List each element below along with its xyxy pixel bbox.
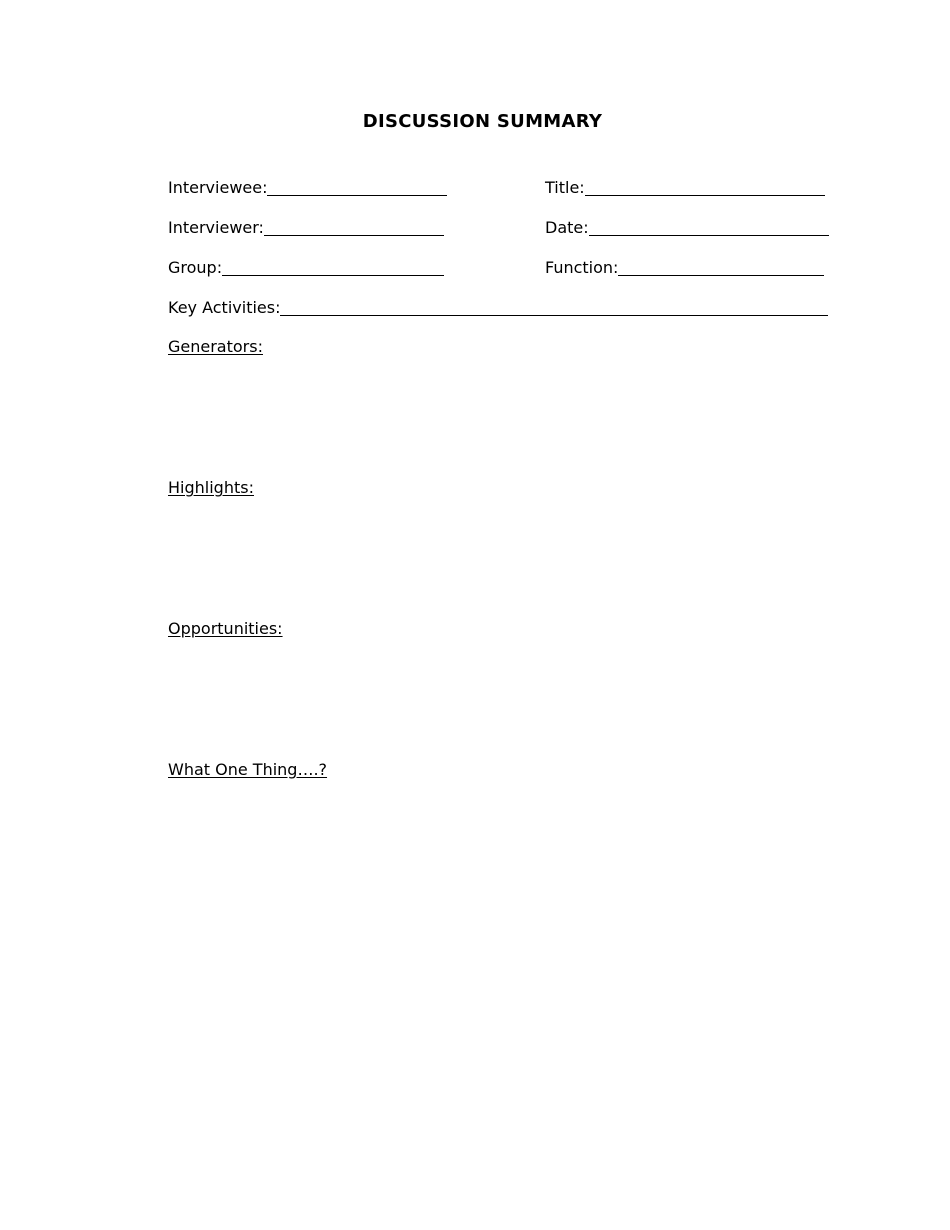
group-blank-line[interactable] [222, 258, 444, 276]
key-activities-field [168, 296, 828, 318]
key-activities-label: Key Activities: [168, 298, 281, 317]
function-label: Function: [545, 258, 619, 277]
date-label: Date: [545, 218, 589, 237]
interviewer-blank-line[interactable] [264, 218, 444, 236]
interviewee-field [168, 176, 447, 198]
title-field [545, 176, 825, 198]
generators-heading: Generators: [168, 337, 263, 356]
function-field [545, 256, 824, 278]
interviewer-field [168, 216, 444, 238]
title-blank-line[interactable] [585, 178, 825, 196]
date-blank-line[interactable] [589, 218, 829, 236]
opportunities-heading: Opportunities: [168, 619, 283, 638]
function-blank-line[interactable] [618, 258, 824, 276]
interviewer-label: Interviewer: [168, 218, 264, 237]
group-field [168, 256, 444, 278]
interviewee-label: Interviewee: [168, 178, 268, 197]
interviewee-blank-line[interactable] [267, 178, 447, 196]
title-label: Title: [545, 178, 585, 197]
what-one-thing-heading: What One Thing….? [168, 760, 328, 779]
document-title: DISCUSSION SUMMARY [362, 111, 603, 132]
highlights-heading: Highlights: [168, 478, 254, 497]
key-activities-blank-line[interactable] [280, 298, 828, 316]
date-field [545, 216, 829, 238]
group-label: Group: [168, 258, 223, 277]
